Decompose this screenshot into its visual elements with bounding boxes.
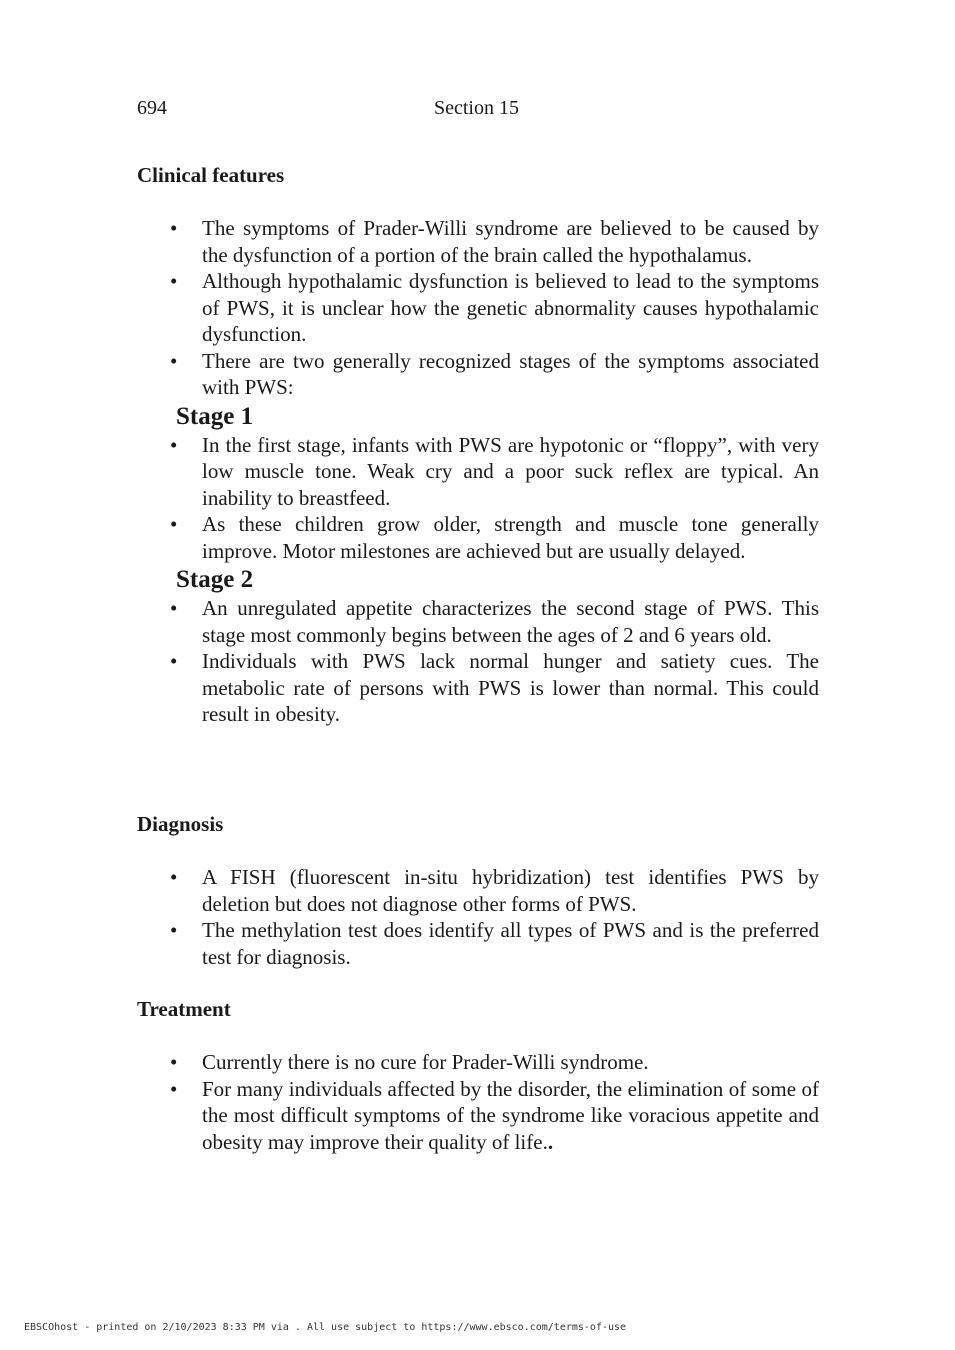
clinical-features-section xyxy=(137,162,819,728)
stage-2-list xyxy=(137,595,819,728)
list-item xyxy=(137,215,819,268)
list-item-text: A FISH (fluorescent in-situ hybridization) test identifies PWS by deletion but does not diagnose other forms of PWS. xyxy=(202,865,819,916)
bullet-icon: • xyxy=(170,649,178,673)
list-item-text: There are two generally recognized stages of the symptoms associated with PWS: xyxy=(202,348,819,399)
treatment-section xyxy=(137,996,819,1155)
section-heading-diagnosis: Diagnosis xyxy=(137,812,224,836)
diagnosis-section xyxy=(137,811,819,970)
list-item-text: The symptoms of Prader-Willi syndrome are believed to be caused by the dysfunction of a portion of the brain called the hypothalamus. xyxy=(202,216,819,267)
bullet-icon: • xyxy=(170,1050,178,1074)
list-item xyxy=(137,348,819,401)
list-item xyxy=(137,511,819,564)
list-item-text: In the first stage, infants with PWS are hypotonic or “floppy”, with very low muscle tone. Weak cry and a poor suck reflex are typical. An inability to breastfeed. xyxy=(202,432,819,510)
diagnosis-list xyxy=(137,864,819,970)
stage-1-list xyxy=(137,432,819,565)
list-item-text: Although hypothalamic dysfunction is believed to lead to the symptoms of PWS, it is unclear how the genetic abnormality causes hypothalamic dysfunction. xyxy=(202,269,819,346)
bold-period: . xyxy=(547,1129,554,1154)
list-item xyxy=(137,917,819,970)
bullet-icon: • xyxy=(170,216,178,240)
bullet-icon: • xyxy=(170,269,178,293)
list-item-text: Individuals with PWS lack normal hunger and satiety cues. The metabolic rate of persons with PWS is lower than normal. This could result in obesity. xyxy=(202,649,819,726)
list-item-text: The methylation test does identify all types of PWS and is the preferred test for diagnosis. xyxy=(202,918,819,969)
section-heading-clinical-features: Clinical features xyxy=(137,163,285,187)
bullet-icon: • xyxy=(170,348,178,373)
list-item xyxy=(137,268,819,348)
list-item-text: For many individuals affected by the disorder, the elimination of some of the most difficult symptoms of the syndrome like voracious appetite and obesity may improve their quality of life. xyxy=(202,1076,819,1154)
print-footer: EBSCOhost - printed on 2/10/2023 8:33 PM via . All use subject to https://www.ebsco.com/terms-of-use xyxy=(24,1322,627,1333)
list-item-text: Currently there is no cure for Prader-Willi syndrome. xyxy=(202,1050,649,1074)
bullet-icon: • xyxy=(170,1076,178,1101)
running-head: Section 15 xyxy=(434,97,519,119)
list-item xyxy=(137,864,819,917)
section-heading-treatment: Treatment xyxy=(137,997,231,1021)
list-item xyxy=(137,648,819,728)
list-item-text: As these children grow older, strength and muscle tone generally improve. Motor milestones are achieved but are usually delayed. xyxy=(202,512,819,563)
clinical-intro-list xyxy=(137,215,819,401)
bullet-icon: • xyxy=(170,865,178,889)
bullet-icon: • xyxy=(170,512,178,536)
treatment-list xyxy=(137,1049,819,1155)
list-item xyxy=(137,595,819,648)
page-number: 694 xyxy=(137,97,167,119)
list-item xyxy=(137,1049,819,1076)
bullet-icon: • xyxy=(170,918,178,942)
bullet-icon: • xyxy=(170,596,178,620)
list-item xyxy=(137,432,819,512)
list-item xyxy=(137,1076,819,1156)
list-item-text: An unregulated appetite characterizes the second stage of PWS. This stage most commonly begins between the ages of 2 and 6 years old. xyxy=(202,596,819,647)
bullet-icon: • xyxy=(170,432,178,457)
stage-2-heading: Stage 2 xyxy=(176,566,254,593)
stage-1-heading: Stage 1 xyxy=(176,402,254,430)
